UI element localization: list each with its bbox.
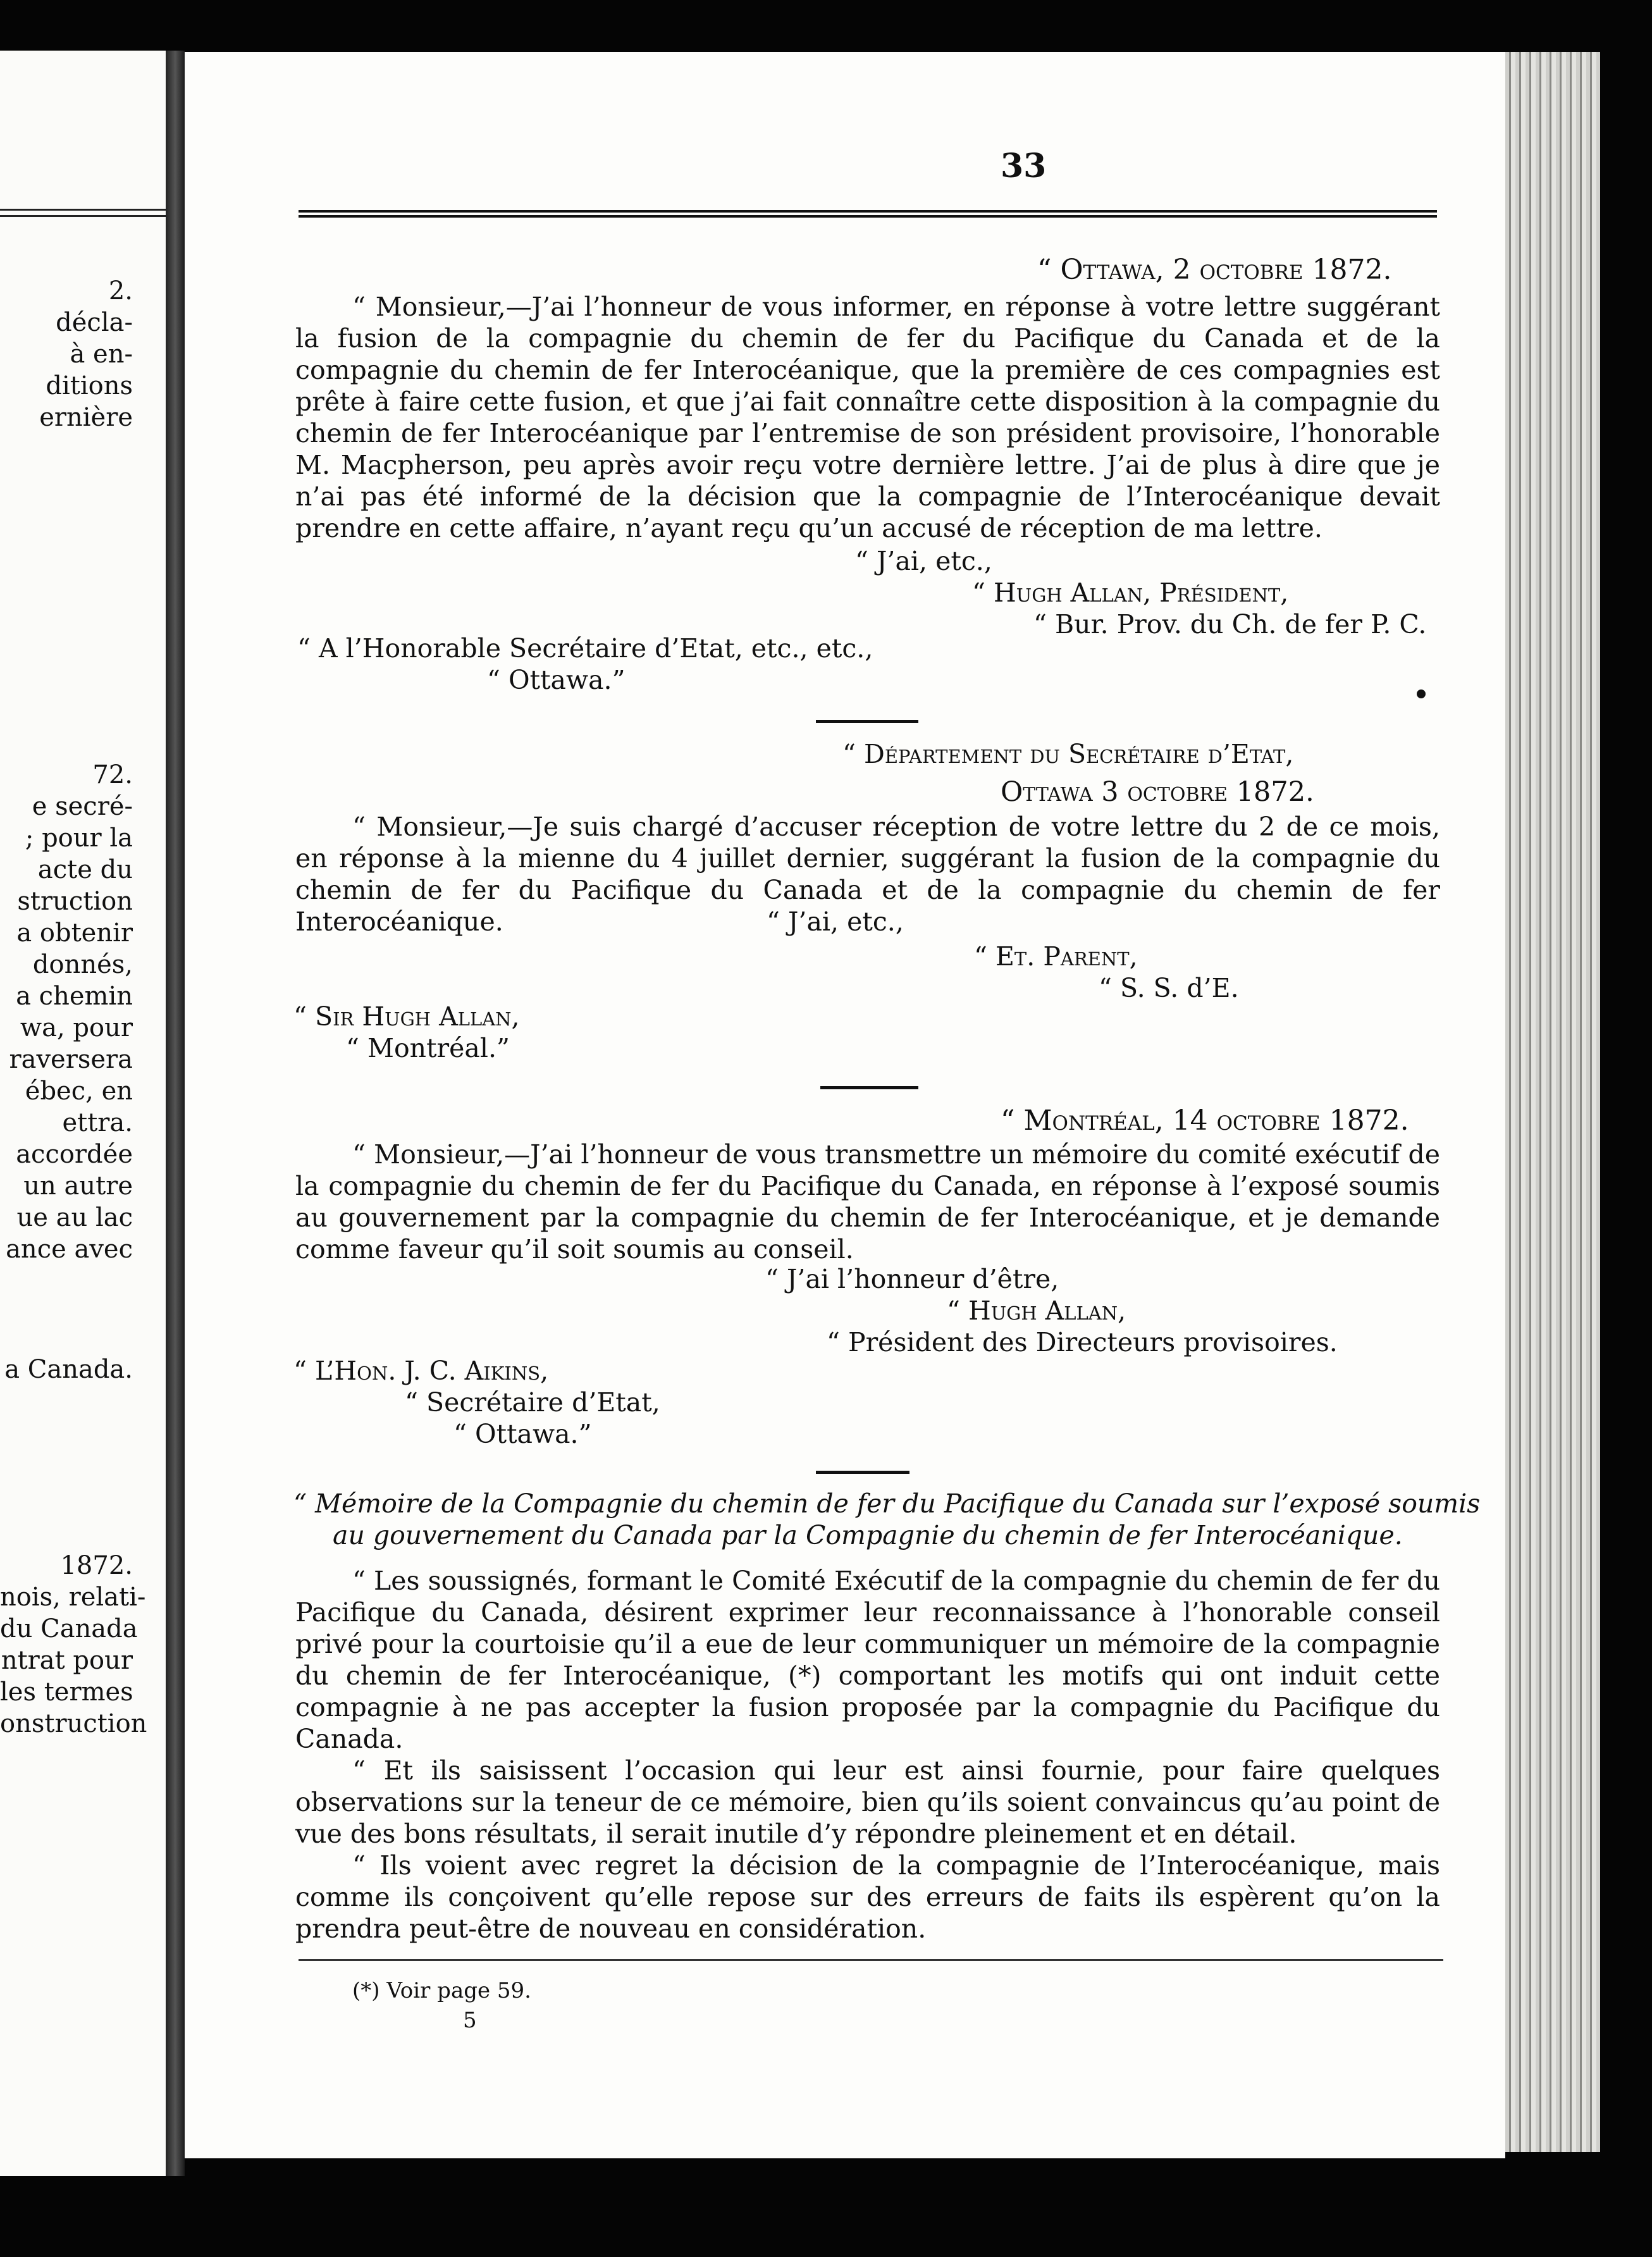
footnote-rule	[299, 1959, 1443, 1961]
letter3-addressee: “ L’Hon. J. C. Aikins,	[293, 1356, 549, 1386]
left-page-line: ettra.	[62, 1108, 133, 1137]
letter1-signature: “ Hugh Allan, Président,	[972, 578, 1289, 608]
letter3-signature-title: “ Président des Directeurs provisoires.	[827, 1327, 1338, 1357]
left-page-line: ue au lac	[16, 1203, 133, 1232]
letter1-paragraph: “ Monsieur,—J’ai l’honneur de vous informer, en réponse à votre lettre suggérant la fusion de la compagnie du chemin de fer du Pacifique du Canada et de la compagnie du chemin de fer Interocéanique, que la première de ces compagnies est prête à faire cette fusion, et que j’ai fait connaître cette disposition à la compagnie du chemin de fer Interocéanique par l’entremise de son président provisoire, l’honorable M. Macpherson, peu après avoir reçu votre dernière lettre. J’ai de plus à dire que je n’ai pas été informé de la décision que la compagnie de l’Interocéanique devait prendre en cette affaire, n’ayant reçu qu’un accusé de réception de ma lettre.	[295, 292, 1440, 543]
left-page-line: raversera	[9, 1045, 133, 1074]
left-page-line: ance avec	[6, 1235, 133, 1264]
left-page-line: a chemin	[16, 982, 133, 1011]
left-page-line: du Canada	[0, 1614, 138, 1643]
footnote: (*) Voir page 59.	[352, 1978, 531, 2003]
section-separator	[820, 1086, 918, 1089]
letter3-signature: “ Hugh Allan,	[947, 1295, 1126, 1326]
page-edges	[1505, 52, 1600, 2152]
left-facing-page	[0, 51, 166, 2176]
letter1-closing: “ J’ai, etc.,	[855, 546, 992, 576]
section-separator	[816, 1471, 909, 1474]
memoire-body	[295, 1565, 1440, 1945]
letter1-addressee-city: “ Ottawa.”	[487, 665, 626, 695]
left-page-line: ernière	[39, 403, 133, 432]
memoire-paragraph: “ Ils voient avec regret la décision de la compagnie de l’Interocéanique, mais comme ils conçoivent qu’elle repose sur des erreurs de faits ils espèrent qu’on la prendra peut-être de nouveau en considération.	[295, 1850, 1440, 1944]
left-page-line: a Canada.	[4, 1355, 133, 1384]
ink-speck	[1417, 689, 1426, 698]
left-page-line: nois, relati-	[0, 1583, 146, 1612]
letter2-paragraph: “ Monsieur,—Je suis chargé d’accuser réception de votre lettre du 2 de ce mois, en réponse à la mienne du 4 juillet dernier, suggérant la fusion de la compagnie du chemin de fer du Pacifique du Canada et de la compagnie du chemin de fer Interocéanique.	[295, 812, 1440, 937]
letter2-signature-title: “ S. S. d’E.	[1099, 973, 1239, 1003]
left-page-line: onstruction	[0, 1709, 147, 1738]
book-gutter	[166, 51, 185, 2176]
memoire-paragraph: “ Et ils saisissent l’occasion qui leur est ainsi fournie, pour faire quelques observations sur la teneur de ce mémoire, bien qu’ils soient convaincus qu’au point de vue des bons résultats, il serait inutile d’y répondre pleinement et en détail.	[295, 1755, 1440, 1849]
letter1-body	[295, 291, 1440, 544]
left-page-line: acte du	[37, 855, 133, 884]
memoire-title-line: au gouvernement du Canada par la Compagnie du chemin de fer Interocéanique.	[333, 1520, 1403, 1550]
letter3-addressee-city: “ Ottawa.”	[453, 1419, 592, 1449]
document-page	[185, 52, 1505, 2158]
left-page-line: struction	[17, 887, 133, 916]
page-number: 33	[1001, 147, 1047, 185]
left-page-line: ébec, en	[25, 1077, 133, 1106]
section-separator	[816, 720, 918, 723]
left-page-line: 72.	[92, 760, 133, 789]
left-page-line: wa, pour	[20, 1013, 133, 1042]
letter3-body	[295, 1139, 1440, 1265]
left-page-line: donnés,	[32, 950, 133, 979]
letter2-closing: “ J’ai, etc.,	[767, 906, 904, 937]
left-page-line: e secré-	[32, 792, 133, 821]
letter3-dateline: “ Montréal, 14 octobre 1872.	[1001, 1104, 1409, 1137]
letter2-addressee: “ Sir Hugh Allan,	[293, 1001, 520, 1032]
memoire-title	[293, 1488, 1481, 1551]
left-page-line: ditions	[46, 371, 133, 400]
letter3-addressee-title: “ Secrétaire d’Etat,	[405, 1387, 660, 1418]
left-page-line: décla-	[56, 308, 133, 337]
letter3-closing: “ J’ai l’honneur d’être,	[765, 1264, 1059, 1294]
left-page-line: les termes	[0, 1678, 133, 1707]
left-page-line: a obtenir	[16, 918, 133, 948]
left-page-line: ntrat pour	[1, 1646, 133, 1675]
letter2-heading: “ Département du Secrétaire d’Etat,	[842, 739, 1294, 769]
left-page-rule	[0, 215, 166, 217]
header-double-rule	[299, 210, 1437, 218]
left-page-line: un autre	[23, 1172, 133, 1201]
memoire-title-line: “ Mémoire de la Compagnie du chemin de fer du Pacifique du Canada sur l’exposé soumis	[293, 1488, 1481, 1519]
letter2-addressee-city: “ Montréal.”	[346, 1033, 510, 1063]
letter1-signature-title: “ Bur. Prov. du Ch. de fer P. C.	[1033, 609, 1427, 640]
letter2-signature: “ Et. Parent,	[974, 941, 1138, 972]
left-page-line: accordée	[16, 1140, 133, 1169]
left-page-line: 1872.	[60, 1551, 133, 1580]
letter1-dateline: “ Ottawa, 2 octobre 1872.	[1037, 254, 1392, 286]
letter3-paragraph: “ Monsieur,—J’ai l’honneur de vous transmettre un mémoire du comité exécutif de la compagnie du chemin de fer du Pacifique du Canada, en réponse à l’exposé soumis au gouvernement par la compagnie du chemin de fer Interocéanique, et je demande comme faveur qu’il soit soumis au conseil.	[295, 1139, 1440, 1265]
left-page-line: à en-	[70, 340, 133, 369]
left-page-line: ; pour la	[25, 824, 133, 853]
letter1-addressee: “ A l’Honorable Secrétaire d’Etat, etc., etc.,	[297, 633, 873, 664]
left-page-line: 2.	[108, 276, 133, 306]
signature-mark: 5	[463, 2008, 477, 2033]
memoire-paragraph: “ Les soussignés, formant le Comité Exécutif de la compagnie du chemin de fer du Pacifique du Canada, désirent exprimer leur reconnaissance à l’honorable conseil privé pour la courtoisie qu’il a eue de leur communiquer un mémoire de la compagnie du chemin de fer Interocéanique, (*) comportant les motifs qui ont induit cette compagnie à ne pas accepter la fusion proposée par la compagnie du Pacifique du Canada.	[295, 1566, 1440, 1754]
letter2-dateline: Ottawa 3 octobre 1872.	[1001, 776, 1314, 808]
left-page-rule	[0, 209, 166, 211]
